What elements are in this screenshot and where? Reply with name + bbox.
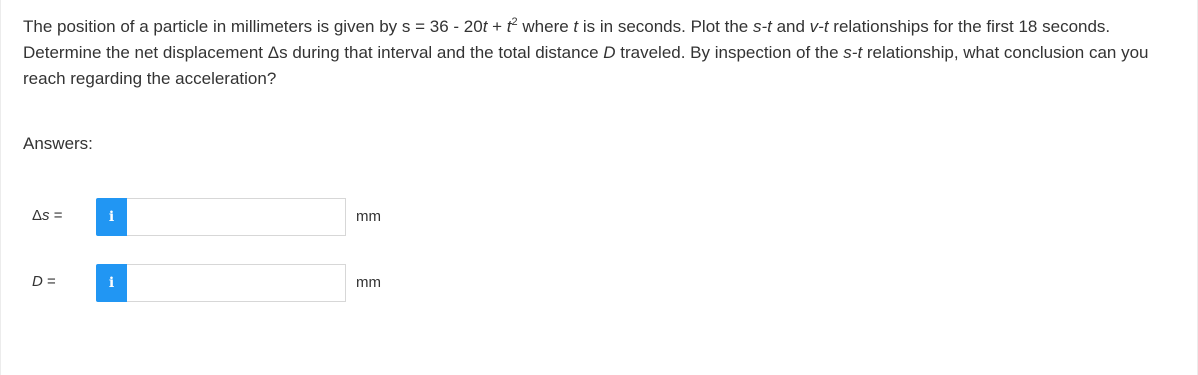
distance-input[interactable] [127,264,346,302]
question-part: where [517,17,574,36]
var-s: s [42,207,50,224]
var-d: D [32,273,43,290]
equals-sign: = [42,273,56,290]
question-part: is in seconds. Plot the [578,17,753,36]
answer-row-distance [1,262,501,304]
var-t: t [573,17,579,36]
answers-heading: Answers: [23,134,93,153]
distance-label [32,272,56,292]
distance-unit: mm [356,274,381,291]
question-part: relationship, what conclusion can you reach regarding the acceleration? [23,43,1149,88]
answer-row-displacement [1,196,501,238]
question-text [23,14,1188,92]
displacement-unit: mm [356,208,381,225]
v-t-term: v-t [809,17,829,36]
question-part: relationships for the first 18 seconds. Determine the net displacement Δs during that interval and the total distance [23,17,1111,62]
delta-symbol: Δ [32,207,43,224]
var-t: t [482,17,488,36]
exponent: 2 [511,16,518,28]
var-t: t [506,17,512,36]
question-part: traveled. By inspection of the [615,43,844,62]
displacement-label [32,206,62,226]
var-d: D [603,43,616,62]
s-t-term: s-t [752,17,772,36]
displacement-input[interactable] [127,198,346,236]
equals-sign: = [49,207,63,224]
info-icon[interactable]: i [96,264,127,302]
info-icon[interactable]: i [96,198,127,236]
question-part: The position of a particle in millimeters is given by s = 36 - 20 [23,17,483,36]
question-part: and [771,17,810,36]
question-part: + [487,17,507,36]
s-t-term: s-t [843,43,863,62]
